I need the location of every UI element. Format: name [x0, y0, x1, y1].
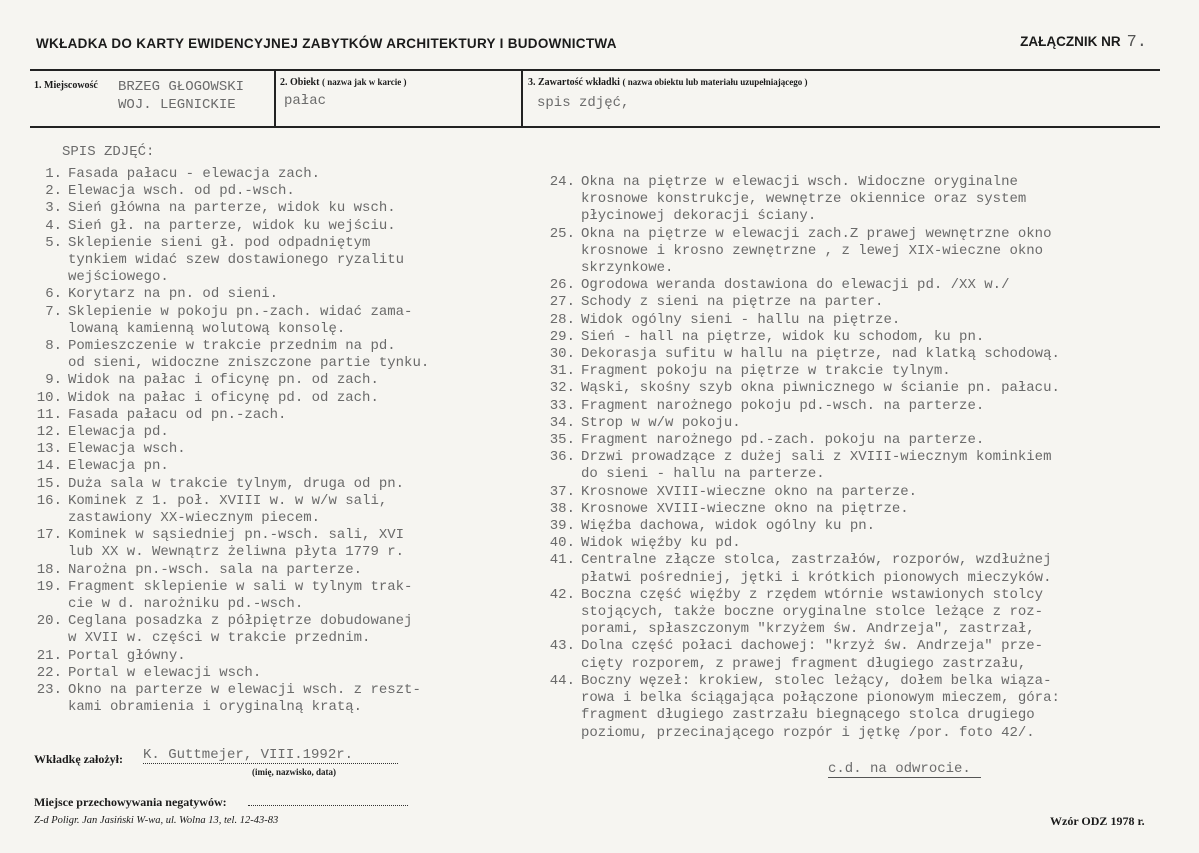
- photo-list-item: [34, 355, 549, 372]
- photo-item-text: Schody z sieni na piętrze na parter.: [581, 294, 884, 311]
- photo-item-text: Sklepienie w pokoju pn.-zach. widać zama-: [68, 303, 413, 320]
- locality-label: 1. Miejscowość: [34, 80, 98, 91]
- photo-item-number: 23.: [36, 682, 62, 699]
- photo-item-text: Kominek z 1. poł. XVIII w. w w/w sali,: [68, 492, 388, 509]
- object-label: [280, 77, 407, 88]
- photo-item-number: [34, 510, 68, 527]
- object-label-text: 2. Obiekt: [280, 77, 320, 88]
- photo-list-left-column: [34, 166, 549, 717]
- photo-item-text: Portal główny.: [68, 647, 186, 664]
- photo-list-item: [541, 432, 1181, 449]
- photo-item-text: Okna na piętrze w elewacji zach.Z prawej wewnętrzne okno: [581, 225, 1052, 242]
- photo-item-number: 6.: [45, 286, 62, 303]
- photo-list-item: [34, 269, 549, 286]
- photo-list-item: [541, 243, 1181, 260]
- photo-list-item: [541, 621, 1181, 638]
- photo-item-text: Elewacja pd.: [68, 424, 169, 441]
- photo-item-text: skrzynkowe.: [581, 260, 674, 277]
- photo-item-number: [541, 725, 581, 742]
- locality-value-line2: WOJ. LEGNICKIE: [118, 97, 236, 113]
- photo-list-item: [34, 493, 549, 510]
- photo-item-number: 18.: [36, 561, 62, 578]
- photo-item-text: Centralne złącze stolca, zastrzałów, rozporów, wzdłużnej: [581, 552, 1052, 569]
- photo-item-text: od sieni, widoczne zniszczone partie tynku.: [68, 355, 430, 372]
- photo-list-item: [34, 648, 549, 665]
- photo-list-item: [34, 544, 549, 561]
- photo-item-number: 21.: [36, 647, 62, 664]
- photo-item-text: Korytarz na pn. od sieni.: [68, 286, 279, 303]
- photo-list-item: [541, 191, 1181, 208]
- created-by-label: Wkładkę założył:: [34, 752, 123, 766]
- photo-item-number: [541, 466, 581, 483]
- photo-list-item: [541, 552, 1181, 569]
- photo-item-number: [34, 544, 68, 561]
- photo-list-item: [34, 613, 549, 630]
- photo-item-number: 35.: [549, 432, 575, 449]
- printer-info: Z-d Poligr. Jan Jasiński W-wa, ul. Wolna 13, tel. 12-43-83: [34, 815, 279, 826]
- photo-list-item: [34, 304, 549, 321]
- photo-item-text: Ogrodowa weranda dostawiona do elewacji pd. /XX w./: [581, 277, 1010, 294]
- photo-list-item: [34, 424, 549, 441]
- photo-item-number: 31.: [549, 363, 575, 380]
- photo-item-number: [541, 690, 581, 707]
- photo-item-text: Kominek w sąsiedniej pn.-wsch. sali, XVI: [68, 527, 405, 544]
- photo-item-number: 44.: [549, 672, 575, 689]
- photo-item-text: Dekorasja sufitu w hallu na piętrze, nad klatką schodową.: [581, 346, 1060, 363]
- photo-item-number: [541, 260, 581, 277]
- photo-list-item: [34, 166, 549, 183]
- photo-item-number: [34, 321, 68, 338]
- locality-value-line1: BRZEG GŁOGOWSKI: [118, 79, 245, 95]
- photo-item-number: 32.: [549, 380, 575, 397]
- attachment-value: 7.: [1126, 33, 1147, 52]
- photo-list-item: [34, 682, 549, 699]
- photo-item-text: Narożna pn.-wsch. sala na parterze.: [68, 561, 363, 578]
- photo-item-number: [34, 699, 68, 716]
- photo-item-number: [541, 191, 581, 208]
- photo-list-item: [541, 260, 1181, 277]
- photo-list-item: [541, 570, 1181, 587]
- photo-item-number: 28.: [549, 311, 575, 328]
- photo-item-text: poziomu, przecinającego rozpór i jętkę /por. foto 42/.: [581, 724, 1035, 741]
- photo-list-item: [34, 218, 549, 235]
- content-label-hint: ( nazwa obiektu lub materiału uzupełniającego ): [622, 77, 808, 87]
- photo-item-number: 37.: [549, 483, 575, 500]
- photo-item-number: 22.: [36, 664, 62, 681]
- photo-item-text: fragment długiego zastrzału biegnącego stolca drugiego: [581, 707, 1035, 724]
- photo-list-item: [34, 321, 549, 338]
- photo-item-text: Fragment pokoju na piętrze w trakcie tylnym.: [581, 363, 951, 380]
- photo-item-text: Krosnowe XVIII-wieczne okno na parterze.: [581, 483, 918, 500]
- photo-list-item: [541, 174, 1181, 191]
- photo-list-item: [541, 587, 1181, 604]
- content-value: spis zdjęć,: [537, 95, 630, 111]
- photo-list-item: [34, 372, 549, 389]
- photo-item-number: 26.: [549, 277, 575, 294]
- photo-list-item: [541, 535, 1181, 552]
- photo-item-text: krosnowe i krosno zewnętrzne , z lewej XIX-wieczne okno: [581, 242, 1044, 259]
- photo-list-item: [541, 466, 1181, 483]
- photo-item-number: 24.: [549, 174, 575, 190]
- photo-item-text: Widok więźby ku pd.: [581, 535, 741, 552]
- photo-item-text: Elewacja pn.: [68, 458, 169, 475]
- photo-item-text: stojących, także boczne oryginalne stolce leżące z roz-: [581, 604, 1044, 621]
- photo-item-number: 29.: [549, 328, 575, 345]
- photo-item-text: cięty rozporem, z prawej fragment długiego zastrzału,: [581, 655, 1027, 672]
- photo-item-number: 14.: [36, 458, 62, 475]
- photo-list-item: [541, 725, 1181, 742]
- photo-list-item: [34, 252, 549, 269]
- photo-list-item: [541, 277, 1181, 294]
- form-title: WKŁADKA DO KARTY EWIDENCYJNEJ ZABYTKÓW ARCHITEKTURY I BUDOWNICTWA: [36, 36, 617, 51]
- field-divider-2: [521, 70, 523, 127]
- photo-list-title: SPIS ZDJĘĆ:: [62, 144, 155, 160]
- photo-item-text: Fragment narożnego pokoju pd.-wsch. na parterze.: [581, 397, 985, 414]
- photo-item-text: Duża sala w trakcie tylnym, druga od pn.: [68, 475, 405, 492]
- photo-item-number: 41.: [549, 552, 575, 569]
- photo-item-text: Elewacja wsch. od pd.-wsch.: [68, 183, 295, 200]
- photo-item-number: [541, 208, 581, 225]
- photo-list-item: [34, 390, 549, 407]
- photo-list-item: [541, 673, 1181, 690]
- photo-list-item: [541, 656, 1181, 673]
- photo-item-text: Więźba dachowa, widok ogólny ku pn.: [581, 518, 876, 535]
- photo-item-number: [541, 570, 581, 587]
- photo-item-number: 9.: [45, 372, 62, 389]
- photo-list-item: [541, 690, 1181, 707]
- photo-list-item: [541, 398, 1181, 415]
- header-top-rule: [30, 69, 1160, 71]
- photo-item-number: 12.: [36, 424, 62, 441]
- photo-item-text: płatwi pośredniej, jętki i krótkich pionowych mieczyków.: [581, 569, 1052, 586]
- photo-item-text: Fragment narożnego pd.-zach. pokoju na parterze.: [581, 432, 985, 449]
- photo-list-item: [541, 415, 1181, 432]
- photo-item-number: [34, 252, 68, 269]
- photo-item-number: 13.: [36, 441, 62, 458]
- photo-item-number: 16.: [36, 492, 62, 509]
- photo-item-number: [34, 630, 68, 647]
- photo-list-item: [34, 441, 549, 458]
- photo-item-number: 15.: [36, 475, 62, 492]
- photo-list-item: [34, 596, 549, 613]
- attachment-label: ZAŁĄCZNIK NR: [1020, 34, 1121, 49]
- photo-item-text: wejściowego.: [68, 269, 169, 286]
- photo-list-item: [34, 510, 549, 527]
- photo-item-text: płycinowej dekoracji ściany.: [581, 208, 817, 225]
- photo-list-item: [34, 665, 549, 682]
- photo-item-text: Widok ogólny sieni - hallu na piętrze.: [581, 311, 901, 328]
- photo-list-item: [541, 518, 1181, 535]
- photo-item-text: zastawiony XX-wiecznym piecem.: [68, 510, 321, 527]
- photo-list-item: [541, 707, 1181, 724]
- photo-item-text: Fasada pałacu od pn.-zach.: [68, 406, 287, 423]
- photo-list-item: [541, 346, 1181, 363]
- photo-item-text: Strop w w/w pokoju.: [581, 414, 741, 431]
- photo-list-item: [541, 329, 1181, 346]
- photo-item-text: Boczny węzeł: krokiew, stolec leżący, dołem belka wiąza-: [581, 672, 1052, 689]
- photo-list-item: [34, 630, 549, 647]
- photo-list-item: [34, 579, 549, 596]
- photo-list-item: [541, 208, 1181, 225]
- created-by-value: K. Guttmejer, VIII.1992r.: [143, 747, 398, 764]
- photo-item-number: [541, 604, 581, 621]
- photo-list-item: [34, 476, 549, 493]
- photo-item-text: Sień główna na parterze, widok ku wsch.: [68, 200, 396, 217]
- photo-list-item: [541, 604, 1181, 621]
- photo-item-text: Drzwi prowadzące z dużej sali z XVIII-wiecznym kominkiem: [581, 449, 1052, 466]
- photo-item-text: Krosnowe XVIII-wieczne okno na piętrze.: [581, 500, 909, 517]
- photo-item-number: 40.: [549, 535, 575, 552]
- photo-item-number: 1.: [45, 166, 62, 182]
- photo-item-text: cie w d. narożniku pd.-wsch.: [68, 596, 304, 613]
- photo-item-number: 27.: [549, 294, 575, 311]
- photo-item-number: 8.: [45, 338, 62, 355]
- photo-item-number: 5.: [45, 234, 62, 251]
- photo-item-text: Ceglana posadzka z półpiętrze dobudowanej: [68, 613, 413, 630]
- photo-item-text: Sień gł. na parterze, widok ku wejściu.: [68, 217, 396, 234]
- photo-item-number: [541, 707, 581, 724]
- photo-item-text: lowaną kamienną wolutową konsolę.: [68, 320, 346, 337]
- photo-item-number: 3.: [45, 200, 62, 217]
- photo-list-item: [34, 235, 549, 252]
- photo-item-text: Fragment sklepienie w sali w tylnym trak-: [68, 578, 413, 595]
- created-by-hint: (imię, nazwisko, data): [252, 767, 336, 777]
- photo-list-item: [34, 200, 549, 217]
- photo-list-right-column: [541, 174, 1181, 742]
- photo-item-number: 20.: [36, 613, 62, 630]
- photo-item-number: 42.: [549, 586, 575, 603]
- photo-item-number: 33.: [549, 397, 575, 414]
- photo-list-item: [541, 226, 1181, 243]
- photo-item-text: Sklepienie sieni gł. pod odpadniętym: [68, 234, 371, 251]
- content-label-text: 3. Zawartość wkładki: [528, 77, 620, 88]
- photo-list-item: [34, 562, 549, 579]
- photo-item-text: porami, spłaszczonym "krzyżem św. Andrzeja", zastrzał,: [581, 621, 1035, 638]
- photo-item-number: [34, 355, 68, 372]
- photo-item-text: Boczna część więźby z rzędem wtórnie wstawionych stolcy: [581, 586, 1044, 603]
- photo-item-number: 17.: [36, 527, 62, 544]
- photo-list-item: [34, 458, 549, 475]
- photo-item-text: Sień - hall na piętrze, widok ku schodom, ku pn.: [581, 328, 985, 345]
- photo-item-number: [541, 656, 581, 673]
- photo-item-number: 43.: [549, 638, 575, 655]
- photo-item-number: 39.: [549, 518, 575, 535]
- photo-item-text: Fasada pałacu - elewacja zach.: [68, 166, 321, 182]
- photo-list-item: [34, 407, 549, 424]
- photo-list-item: [34, 338, 549, 355]
- object-label-hint: ( nazwa jak w karcie ): [321, 77, 407, 87]
- photo-item-text: Elewacja wsch.: [68, 441, 186, 458]
- photo-item-number: 34.: [549, 414, 575, 431]
- photo-item-number: [541, 243, 581, 260]
- continued-note: c.d. na odwrocie.: [828, 761, 981, 778]
- photo-item-number: 25.: [549, 225, 575, 242]
- photo-item-text: w XVII w. części w trakcie przednim.: [68, 630, 371, 647]
- photo-item-number: 4.: [45, 217, 62, 234]
- storage-label: Miejsce przechowywania negatywów:: [34, 795, 227, 809]
- attachment-number: [1020, 33, 1147, 52]
- photo-item-number: [34, 269, 68, 286]
- object-value: pałac: [284, 93, 327, 109]
- storage-value-line: [248, 805, 408, 806]
- photo-item-text: Widok na pałac i oficynę pn. od zach.: [68, 372, 379, 389]
- photo-item-number: 7.: [45, 303, 62, 320]
- photo-list-item: [34, 286, 549, 303]
- photo-item-text: Wąski, skośny szyb okna piwnicznego w ścianie pn. pałacu.: [581, 380, 1060, 397]
- photo-item-text: Portal w elewacji wsch.: [68, 664, 262, 681]
- photo-list-item: [541, 363, 1181, 380]
- photo-item-text: tynkiem widać szew dostawionego ryzalitu: [68, 252, 405, 269]
- photo-item-number: 19.: [36, 578, 62, 595]
- photo-item-number: [34, 596, 68, 613]
- photo-item-text: Dolna część połaci dachowej: "krzyż św. Andrzeja" prze-: [581, 638, 1044, 655]
- photo-item-number: 36.: [549, 449, 575, 466]
- photo-item-text: krosnowe konstrukcje, wewnętrze okiennice oraz system: [581, 191, 1027, 208]
- photo-list-item: [541, 449, 1181, 466]
- photo-item-text: lub XX w. Wewnątrz żeliwna płyta 1779 r.: [68, 544, 405, 561]
- photo-list-item: [541, 484, 1181, 501]
- photo-item-text: rowa i belka ściągająca połączone pionowym mieczem, góra:: [581, 690, 1060, 707]
- photo-item-number: 11.: [36, 406, 62, 423]
- photo-item-text: Pomieszczenie w trakcie przednim na pd.: [68, 338, 396, 355]
- photo-item-text: Widok na pałac i oficynę pd. od zach.: [68, 389, 379, 406]
- photo-list-item: [541, 501, 1181, 518]
- form-version: Wzór ODZ 1978 r.: [1050, 814, 1145, 828]
- photo-list-item: [541, 638, 1181, 655]
- photo-list-item: [541, 312, 1181, 329]
- photo-item-number: 30.: [549, 346, 575, 363]
- photo-item-text: kami obramienia i oryginalną kratą.: [68, 699, 363, 716]
- photo-item-text: Okna na piętrze w elewacji wsch. Widoczne oryginalne: [581, 174, 1018, 190]
- photo-item-number: 2.: [45, 183, 62, 200]
- photo-list-item: [541, 294, 1181, 311]
- photo-list-item: [34, 183, 549, 200]
- photo-item-text: do sieni - hallu na parterze.: [581, 466, 825, 483]
- photo-item-number: [541, 621, 581, 638]
- photo-list-item: [34, 527, 549, 544]
- photo-item-number: 10.: [36, 389, 62, 406]
- photo-item-number: 38.: [549, 500, 575, 517]
- photo-list-item: [34, 699, 549, 716]
- header-bottom-rule: [30, 126, 1160, 128]
- field-divider-1: [274, 70, 276, 127]
- photo-item-text: Okno na parterze w elewacji wsch. z reszt-: [68, 682, 421, 699]
- content-label: [528, 77, 807, 88]
- photo-list-item: [541, 380, 1181, 397]
